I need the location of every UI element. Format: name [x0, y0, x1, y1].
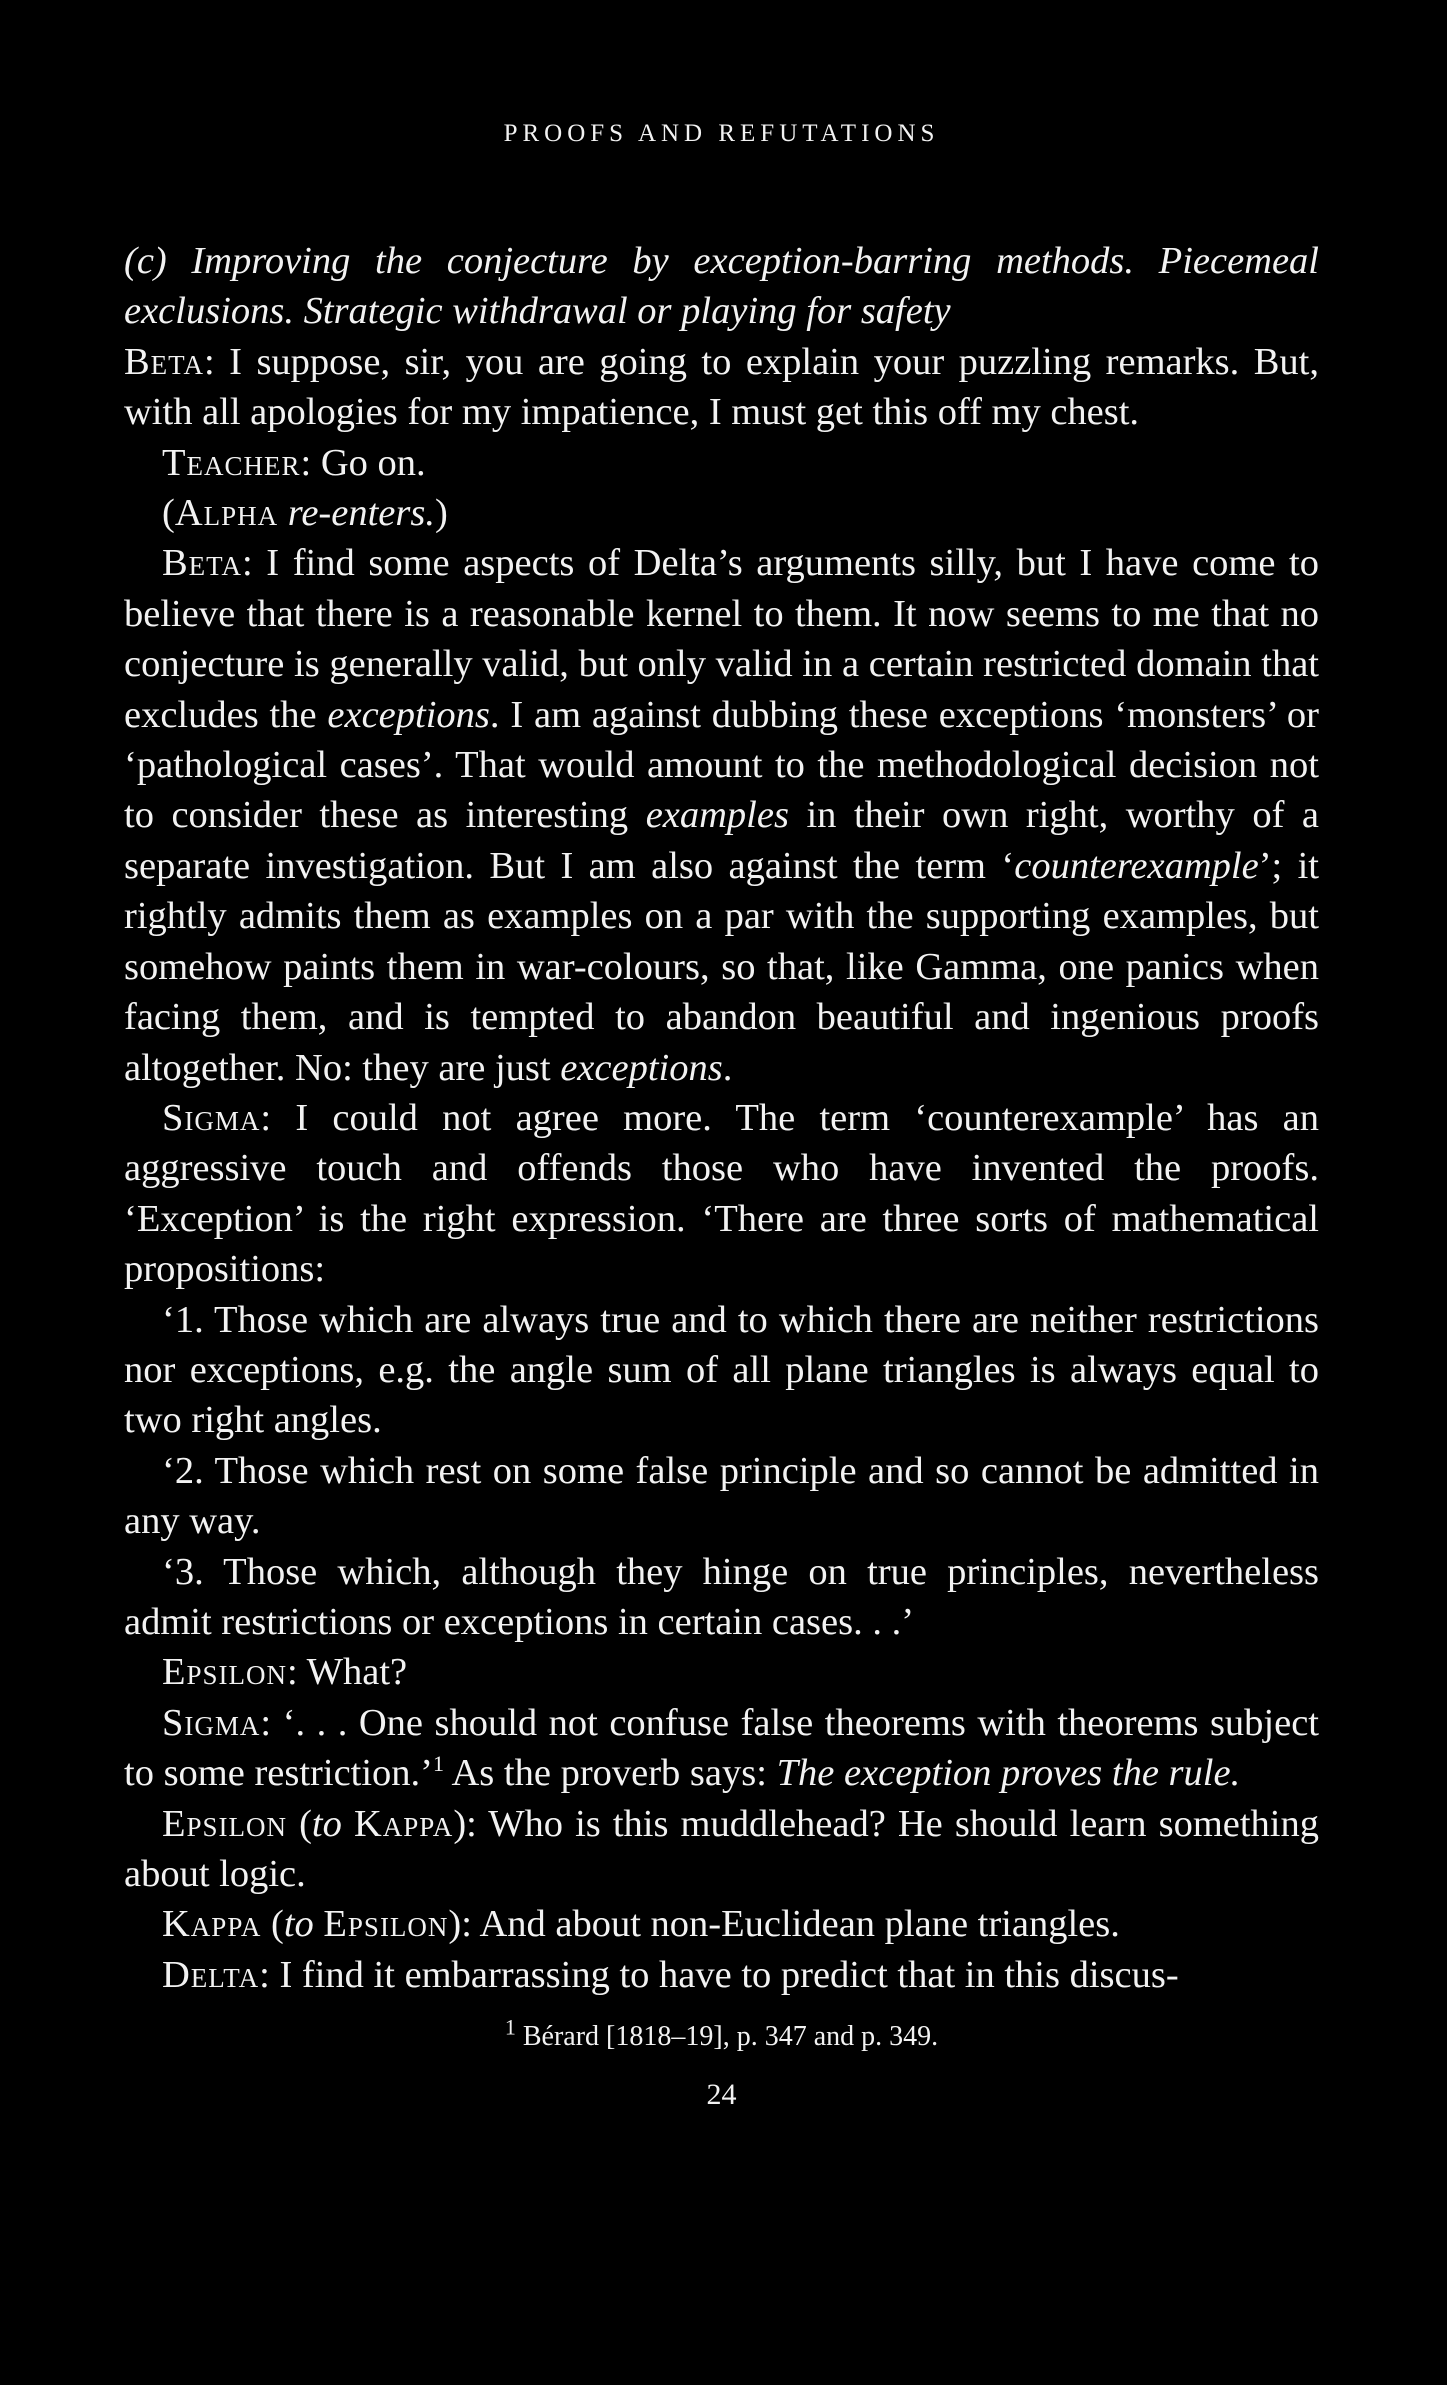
- emphasis: examples: [645, 794, 789, 837]
- paren-close: ): [434, 492, 448, 535]
- paragraph-item-2: ‘2. Those which rest on some false principle and so cannot be admitted in any way.: [124, 1449, 1319, 1543]
- speech-text: : I could not agree more. The term ‘counterexample’ has an aggressive touch and offends those who have invented the proofs. ‘Exception’ is the right expression. ‘There are three sorts of mathematical propositions:: [124, 1096, 1319, 1291]
- section-title: Improving the conjecture by exception-barring methods. Piecemeal exclusions. Strategic withdrawal or playing for safety: [124, 240, 1319, 333]
- paragraph-delta: [124, 1950, 1319, 2000]
- speaker-epsilon: Epsilon: [323, 1903, 449, 1946]
- speaker-teacher: Teacher: [162, 441, 301, 484]
- paragraph-epsilon-2: Epsilon (to Kappa): Who is this muddlehead? He should learn something about logic.: [124, 1802, 1319, 1895]
- paragraph-beta-1: [124, 337, 1319, 438]
- footnote-reference: 1: [433, 1751, 444, 1777]
- speaker-alpha: Alpha: [174, 492, 279, 535]
- emphasis: counterexample: [1014, 844, 1259, 887]
- footnote-text: Bérard [1818–19], p. 347 and p. 349.: [515, 2021, 939, 2053]
- speech-text: : And about non-Euclidean plane triangles.: [461, 1903, 1120, 1946]
- speaker-sigma: Sigma: [162, 1701, 261, 1744]
- paragraph-item-1: ‘1. Those which are always true and to which there are neither restrictions nor exceptions, e.g. the angle sum of all plane triangles is always equal to two right angles.: [124, 1298, 1319, 1442]
- speech-text: : ‘. . . One should not confuse false theorems with theorems subject to some restriction.’: [124, 1701, 1319, 1795]
- speaker-epsilon: Epsilon: [162, 1802, 288, 1845]
- speaker-delta: Delta: [162, 1953, 260, 1996]
- emphasis: exceptions: [560, 1046, 723, 1089]
- speech-text: : I suppose, sir, you are going to explain your puzzling remarks. But, with all apologies for my impatience, I must get this off my chest.: [124, 340, 1319, 434]
- paragraph-epsilon-1: [124, 1647, 1319, 1697]
- section-heading: [124, 236, 1319, 337]
- speech-text: : I find some aspects of Delta’s arguments silly, but I have come to believe that there is a reasonable kernel to them. It now seems to me that no conjecture is generally valid, but only valid in a certain restricted domain that excludes the: [124, 542, 1319, 736]
- to-word: to: [311, 1802, 342, 1845]
- proverb: The exception proves the rule.: [776, 1752, 1241, 1795]
- speech-text: : I find it embarrassing to have to predict that in this discus-: [259, 1953, 1179, 1996]
- page-number: 24: [706, 2078, 737, 2112]
- footnote-mark: 1: [504, 2014, 516, 2040]
- stage-direction: [124, 488, 1319, 538]
- speech-text: ’; it rightly admits them as examples on a par with the supporting examples, but somehow paints them in war-colours, so that, like Gamma, one panics when facing them, and is tempted to abandon beautiful and ingenious proofs altogether. No: they are just: [124, 844, 1320, 1089]
- footnote: [124, 2014, 1319, 2054]
- speaker-kappa: Kappa: [353, 1802, 454, 1845]
- emphasis: exceptions: [327, 693, 490, 736]
- speaker-beta: Beta: [162, 542, 243, 585]
- paragraph-beta-2: [124, 538, 1319, 1092]
- speech-text: .: [722, 1046, 733, 1089]
- speaker-epsilon: Epsilon: [162, 1651, 288, 1694]
- paragraph-sigma-2: [124, 1698, 1319, 1799]
- paren-open: (: [162, 492, 175, 535]
- stage-direction-text: re-enters.: [278, 492, 435, 535]
- speech-text: : Who is this muddlehead? He should learn something about logic.: [124, 1802, 1319, 1895]
- speaker-sigma: Sigma: [162, 1096, 261, 1139]
- speaker-beta: Beta: [124, 340, 205, 383]
- speech-text: As the proverb says:: [444, 1752, 777, 1795]
- speaker-kappa: Kappa: [162, 1903, 262, 1946]
- body-text: [124, 236, 1319, 2000]
- paragraph-teacher: [124, 438, 1319, 488]
- paragraph-item-3: ‘3. Those which, although they hinge on true principles, nevertheless admit restrictions or exceptions in certain cases. . .’: [124, 1550, 1319, 1643]
- speech-text: in their own right, worthy of a separate investigation. But I am also against the term ‘: [124, 794, 1319, 887]
- speech-text: : Go on.: [300, 441, 426, 484]
- paragraph-kappa: Kappa (to Epsilon): And about non-Euclidean plane triangles.: [162, 1903, 1120, 1946]
- paragraph-sigma-1: [124, 1093, 1319, 1295]
- to-word: to: [283, 1903, 314, 1946]
- speech-text: : What?: [287, 1651, 408, 1694]
- speech-text: . I am against dubbing these exceptions ‘monsters’ or ‘pathological cases’. That would amount to the methodological decision not to consider these as interesting: [124, 693, 1319, 837]
- running-head: PROOFS AND REFUTATIONS: [503, 120, 940, 147]
- section-label: (c): [124, 240, 167, 282]
